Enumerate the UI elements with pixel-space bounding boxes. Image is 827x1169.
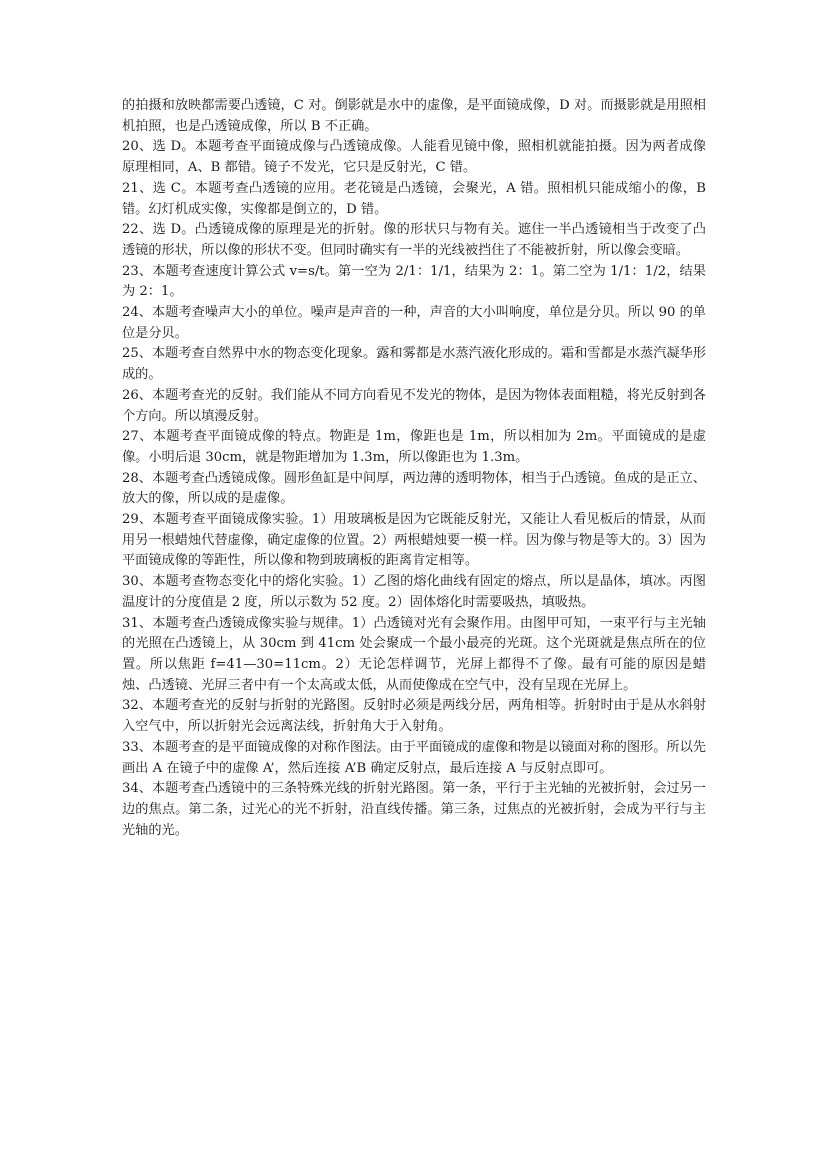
paragraph-answer-23: 23、本题考查速度计算公式 v=s/t。第一空为 2/1：1/1，结果为 2：1。第二空为 1/1：1/2，结果为 2：1。	[122, 263, 706, 300]
paragraph-answer-33: 33、本题考查的是平面镜成像的对称作图法。由于平面镜成的虚像和物是以镜面对称的图形。所以先画出 A 在镜子中的虚像 A’，然后连接 A’B 确定反射点，最后连接 A 与反射点即可。	[122, 739, 706, 776]
paragraph-answer-26: 26、本题考查光的反射。我们能从不同方向看见不发光的物体，是因为物体表面粗糙，将光反射到各个方向。所以填漫反射。	[122, 387, 706, 424]
paragraph-answer-32: 32、本题考查光的反射与折射的光路图。反射时必须是两线分居，两角相等。折射时由于是从水斜射入空气中，所以折射光会远离法线，折射角大于入射角。	[122, 698, 706, 735]
paragraph-answer-28: 28、本题考查凸透镜成像。圆形鱼缸是中间厚，两边薄的透明物体，相当于凸透镜。鱼成的是正立、放大的像，所以成的是虚像。	[122, 470, 706, 507]
paragraph-answer-29: 29、本题考查平面镜成像实验。1）用玻璃板是因为它既能反射光，又能让人看见板后的情景，从而用另一根蜡烛代替虚像，确定虚像的位置。2）两根蜡烛要一模一样。因为像与物是等大的。3）因为平面镜成像的等距性，所以像和物到玻璃板的距离肯定相等。	[122, 512, 706, 569]
paragraph-answer-27: 27、本题考查平面镜成像的特点。物距是 1m，像距也是 1m，所以相加为 2m。平面镜成的是虚像。小明后退 30cm，就是物距增加为 1.3m，所以像距也为 1.3m。	[122, 429, 706, 465]
paragraph-answer-30: 30、本题考查物态变化中的熔化实验。1）乙图的熔化曲线有固定的熔点，所以是晶体，填冰。丙图温度计的分度值是 2 度，所以示数为 52 度。2）固体熔化时需要吸热，填吸热。	[122, 574, 706, 610]
paragraph-answer-31: 31、本题考查凸透镜成像实验与规律。1）凸透镜对光有会聚作用。由图甲可知，一束平行与主光轴的光照在凸透镜上，从 30cm 到 41cm 处会聚成一个最小最亮的光斑。这个光斑就是焦点所在的位置。所以焦距 f=41—30=11cm。2）无论怎样调节，光屏上都得不了像。最有可能的原因是蜡烛、凸透镜、光屏三者中有一个太高或太低，从而使像成在空气中，没有呈现在光屏上。	[122, 615, 706, 693]
paragraph-answer-34: 34、本题考查凸透镜中的三条特殊光线的折射光路图。第一条，平行于主光轴的光被折射，会过另一边的焦点。第二条，过光心的光不折射，沿直线传播。第三条，过焦点的光被折射，会成为平行与主光轴的光。	[122, 781, 706, 838]
paragraph-continuation: 的拍摄和放映都需要凸透镜，C 对。倒影就是水中的虚像，是平面镜成像，D 对。而摄影就是用照相机拍照，也是凸透镜成像，所以 B 不正确。	[122, 98, 706, 134]
answer-document	[122, 96, 706, 841]
paragraph-answer-25: 25、本题考查自然界中水的物态变化现象。露和雾都是水蒸汽液化形成的。霜和雪都是水蒸汽凝华形成的。	[122, 346, 706, 383]
paragraph-answer-21: 21、选 C。本题考查凸透镜的应用。老花镜是凸透镜，会聚光，A 错。照相机只能成缩小的像，B 错。幻灯机成实像，实像都是倒立的，D 错。	[122, 180, 706, 217]
paragraph-answer-22: 22、选 D。凸透镜成像的原理是光的折射。像的形状只与物有关。遮住一半凸透镜相当于改变了凸透镜的形状，所以像的形状不变。但同时确实有一半的光线被挡住了不能被折射，所以像会变暗。	[122, 222, 706, 258]
paragraph-answer-20: 20、选 D。本题考查平面镜成像与凸透镜成像。人能看见镜中像，照相机就能拍摄。因为两者成像原理相同，A、B 都错。镜子不发光，它只是反射光，C 错。	[122, 139, 706, 176]
paragraph-answer-24: 24、本题考查噪声大小的单位。噪声是声音的一种，声音的大小叫响度，单位是分贝。所以 90 的单位是分贝。	[122, 305, 706, 341]
